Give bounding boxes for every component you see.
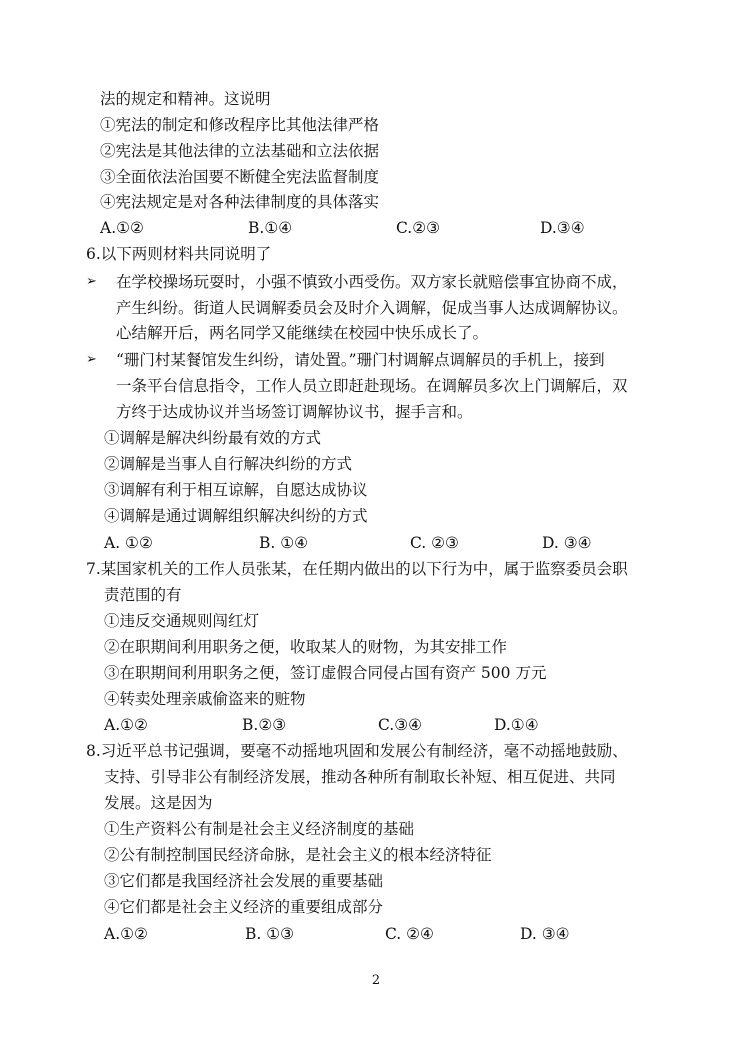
q8-option-d: D. ③④	[520, 925, 570, 943]
q8-options	[0, 923, 752, 945]
q6-material2-bullet-icon: ➢	[86, 352, 97, 367]
q6-material2-line-3: 方终于达成协议并当场签订调解协议书，握手言和。	[116, 403, 473, 421]
q5-option-c: C.②③	[396, 219, 441, 237]
q8-option-a: A.①②	[104, 925, 148, 943]
q7-item-4: ④转卖处理亲戚偷盗来的赃物	[104, 690, 306, 708]
q8-item-3: ③它们都是我国经济社会发展的重要基础	[104, 872, 384, 890]
q8-item-1: ①生产资料公有制是社会主义经济制度的基础	[104, 820, 415, 838]
q7-item-3: ③在职期间利用职务之便，签订虚假合同侵占国有资产 500 万元	[104, 664, 547, 682]
q5-item-2: ②宪法是其他法律的立法基础和立法依据	[100, 142, 380, 160]
q6-material2-line-1: “珊门村某餐馆发生纠纷，请处置。”珊门村调解点调解员的手机上，接到	[116, 351, 605, 369]
q6-material1-line-2: 产生纠纷。街道人民调解委员会及时介入调解，促成当事人达成调解协议。	[116, 299, 628, 317]
q5-item-4: ④宪法规定是对各种法律制度的具体落实	[100, 193, 380, 211]
q6-stem: 6.以下两则材料共同说明了	[86, 245, 272, 263]
q5-option-b: B.①④	[248, 219, 293, 237]
q7-stem-line-1: 7.某国家机关的工作人员张某，在任期内做出的以下行为中，属于监察委员会职	[86, 560, 628, 578]
q8-option-c: C. ②④	[385, 925, 434, 943]
q6-material1-line-1: 在学校操场玩耍时，小强不慎致小西受伤。双方家长就赔偿事宜协商不成，	[116, 273, 628, 291]
q7-option-c: C.③④	[378, 716, 423, 734]
q7-options	[0, 714, 752, 736]
q5-option-d: D.③④	[540, 219, 585, 237]
q8-item-4: ④它们都是社会主义经济的重要组成部分	[104, 898, 384, 916]
q7-item-1: ①违反交通规则闯红灯	[104, 612, 260, 630]
q7-option-d: D.①④	[494, 716, 539, 734]
q6-material2-line-2: 一条平台信息指令，工作人员立即赶赴现场。在调解员多次上门调解后，双	[116, 377, 628, 395]
q6-option-d: D. ③④	[542, 534, 592, 552]
q7-option-a: A.①②	[104, 716, 148, 734]
q6-item-1: ①调解是解决纠纷最有效的方式	[104, 429, 322, 447]
q8-stem-line-1: 8.习近平总书记强调，要毫不动摇地巩固和发展公有制经济，毫不动摇地鼓励、	[86, 742, 628, 760]
q6-options	[0, 532, 752, 554]
page-number: 2	[371, 973, 381, 988]
q6-option-c: C. ②③	[410, 534, 459, 552]
q5-option-a: A.①②	[100, 219, 144, 237]
q8-item-2: ②公有制控制国民经济命脉，是社会主义的根本经济特征	[104, 846, 492, 864]
q6-item-2: ②调解是当事人自行解决纠纷的方式	[104, 455, 353, 473]
q8-option-b: B. ①③	[245, 925, 295, 943]
q5-options	[0, 217, 752, 239]
q6-option-b: B. ①④	[259, 534, 309, 552]
q7-stem-line-2: 责范围的有	[104, 586, 182, 604]
q6-option-a: A. ①②	[104, 534, 153, 552]
q6-item-4: ④调解是通过调解组织解决纠纷的方式	[104, 507, 368, 525]
q5-stem-continued: 法的规定和精神。这说明	[100, 90, 271, 108]
q7-item-2: ②在职期间利用职务之便，收取某人的财物，为其安排工作	[104, 638, 508, 656]
q7-option-b: B.②③	[242, 716, 287, 734]
q8-stem-line-2: 支持、引导非公有制经济发展，推动各种所有制取长补短、相互促进、共同	[104, 768, 616, 786]
q5-item-3: ③全面依法治国要不断健全宪法监督制度	[100, 168, 380, 186]
q6-material1-line-3: 心结解开后，两名同学又能继续在校园中快乐成长了。	[116, 324, 489, 342]
q8-stem-line-3: 发展。这是因为	[104, 794, 213, 812]
q6-item-3: ③调解有利于相互谅解，自愿达成协议	[104, 481, 368, 499]
q6-material1-bullet-icon: ➢	[86, 274, 97, 289]
q5-item-1: ①宪法的制定和修改程序比其他法律严格	[100, 116, 380, 134]
